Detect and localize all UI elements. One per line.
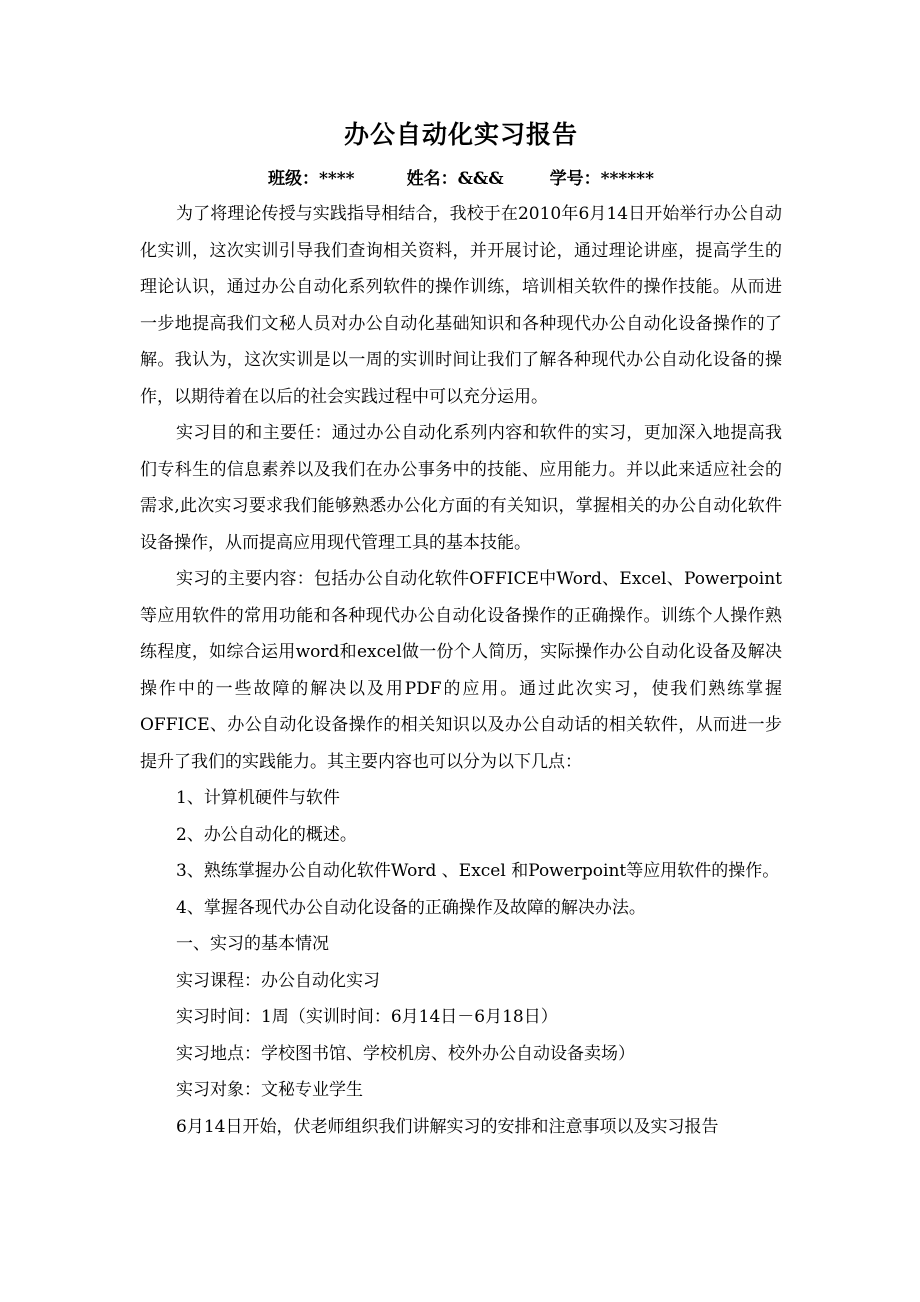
list-item: 3、熟练掌握办公自动化软件Word 、Excel 和Powerpoint等应用软件的操作。 <box>176 861 780 881</box>
info-time: 实习时间：1周（实训时间：6月14日－6月18日） <box>176 1007 558 1027</box>
list-item: 4、掌握各现代办公自动化设备的正确操作及故障的解决办法。 <box>176 897 646 918</box>
name-field: 姓名：&&& <box>406 169 504 189</box>
info-location: 实习地点：学校图书馆、学校机房、校外办公自动设备卖场） <box>176 1043 635 1064</box>
paragraph-schedule: 6月14日开始，伏老师组织我们讲解实习的安排和注意事项以及实习报告 <box>176 1116 719 1137</box>
document-page <box>140 118 782 1145</box>
list-item: 1、计算机硬件与软件 <box>176 788 340 808</box>
document-body <box>140 196 782 1145</box>
paragraph-content: 实习的主要内容：包括办公自动化软件OFFICE中Word、Excel、Powerpoint等应用软件的常用功能和各种现代办公自动化设备操作的正确操作。训练个人操作熟练程度，如综合运用word和excel做一份个人简历，实际操作办公自动化设备及解决操作中的一些故障的解决以及用PDF的应用。通过此次实习，使我们熟练掌握OFFICE、办公自动化设备操作的相关知识以及办公自动话的相关软件，从而进一步提升了我们的实践能力。其主要内容也可以分为以下几点： <box>140 569 782 772</box>
info-target: 实习对象：文秘专业学生 <box>176 1080 363 1100</box>
info-course: 实习课程：办公自动化实习 <box>176 970 380 991</box>
student-info <box>140 164 782 194</box>
document-title: 办公自动化实习报告 <box>343 120 578 149</box>
list-item: 2、办公自动化的概述。 <box>176 824 357 845</box>
paragraph-intro: 为了将理论传授与实践指导相结合，我校于在2010年6月14日开始举行办公自动化实训，这次实训引导我们查询相关资料，并开展讨论，通过理论讲座，提高学生的理论认识，通过办公自动化系列软件的操作训练，培训相关软件的操作技能。从而进一步地提高我们文秘人员对办公自动化基础知识和各种现代办公自动化设备操作的了解。我认为，这次实训是以一周的实训时间让我们了解各种现代办公自动化设备的操作，以期待着在以后的社会实践过程中可以充分运用。 <box>140 204 782 407</box>
section-heading: 一、实习的基本情况 <box>176 934 329 954</box>
class-field: 班级：**** <box>268 169 355 189</box>
student-id-field: 学号：****** <box>549 169 654 189</box>
paragraph-objectives: 实习目的和主要任：通过办公自动化系列内容和软件的实习，更加深入地提高我们专科生的信息素养以及我们在办公事务中的技能、应用能力。并以此来适应社会的需求,此次实习要求我们能够熟悉办公化方面的有关知识，掌握相关的办公自动化软件设备操作，从而提高应用现代管理工具的基本技能。 <box>140 423 782 553</box>
